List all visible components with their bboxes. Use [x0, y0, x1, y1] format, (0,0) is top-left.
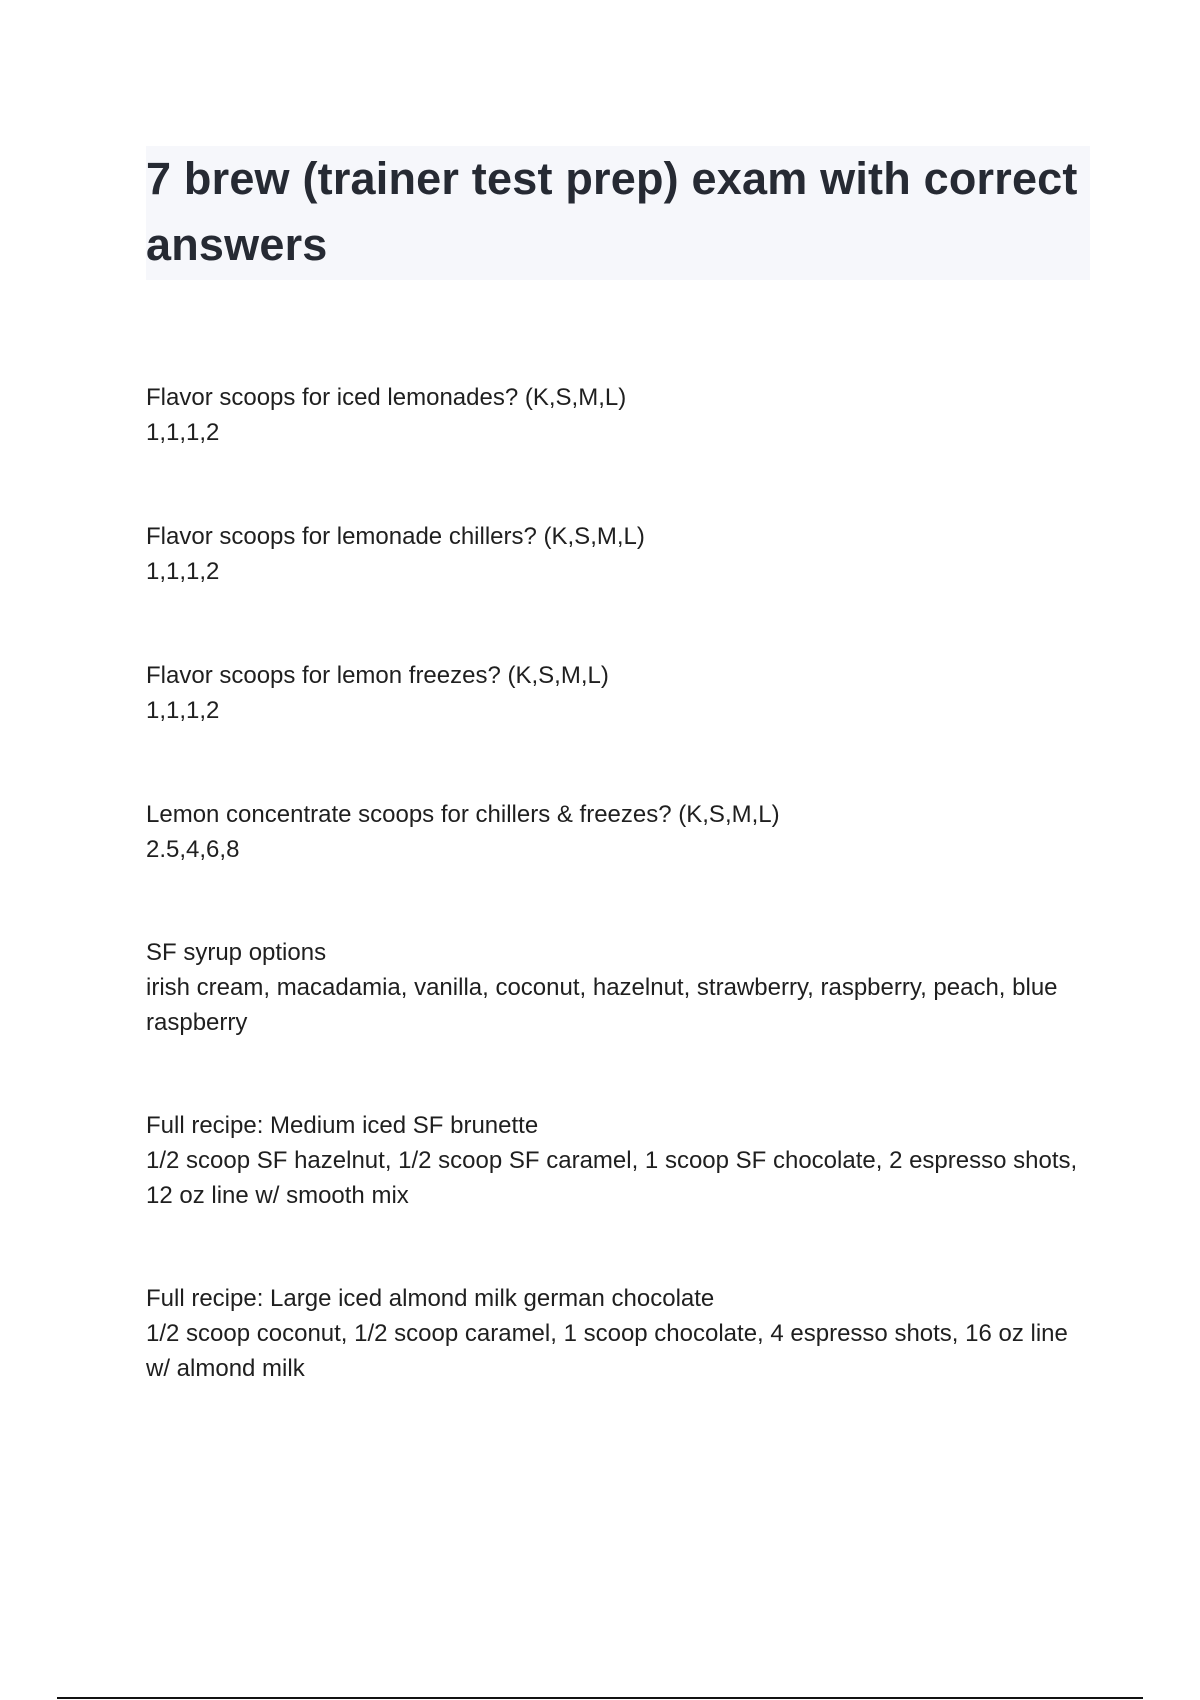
answer-7: 1/2 scoop coconut, 1/2 scoop caramel, 1 scoop chocolate, 4 espresso shots, 16 oz line w/ almond milk	[146, 1320, 1068, 1382]
answer-4: 2.5,4,6,8	[146, 836, 240, 863]
question-3: Flavor scoops for lemon freezes? (K,S,M,L)	[146, 662, 609, 689]
qa-item-3	[146, 658, 1096, 728]
qa-item-1	[146, 380, 1096, 450]
answer-5: irish cream, macadamia, vanilla, coconut, hazelnut, strawberry, raspberry, peach, blue raspberry	[146, 974, 1058, 1036]
answer-1: 1,1,1,2	[146, 419, 220, 446]
answer-3: 1,1,1,2	[146, 697, 220, 724]
answer-6: 1/2 scoop SF hazelnut, 1/2 scoop SF caramel, 1 scoop SF chocolate, 2 espresso shots, 12 oz line w/ smooth mix	[146, 1147, 1078, 1209]
qa-item-4	[146, 797, 1096, 867]
title-banner	[146, 146, 1090, 280]
qa-item-2	[146, 519, 1096, 589]
bottom-divider	[57, 1697, 1143, 1699]
page-title: 7 brew (trainer test prep) exam with correct answers	[146, 153, 1078, 270]
question-4: Lemon concentrate scoops for chillers & freezes? (K,S,M,L)	[146, 801, 780, 828]
question-7: Full recipe: Large iced almond milk german chocolate	[146, 1285, 715, 1312]
qa-item-7	[146, 1281, 1096, 1386]
question-2: Flavor scoops for lemonade chillers? (K,S,M,L)	[146, 523, 645, 550]
question-1: Flavor scoops for iced lemonades? (K,S,M,L)	[146, 384, 627, 411]
qa-item-5	[146, 935, 1096, 1040]
answer-2: 1,1,1,2	[146, 558, 220, 585]
question-5: SF syrup options	[146, 939, 327, 966]
qa-item-6	[146, 1108, 1096, 1213]
question-6: Full recipe: Medium iced SF brunette	[146, 1112, 539, 1139]
